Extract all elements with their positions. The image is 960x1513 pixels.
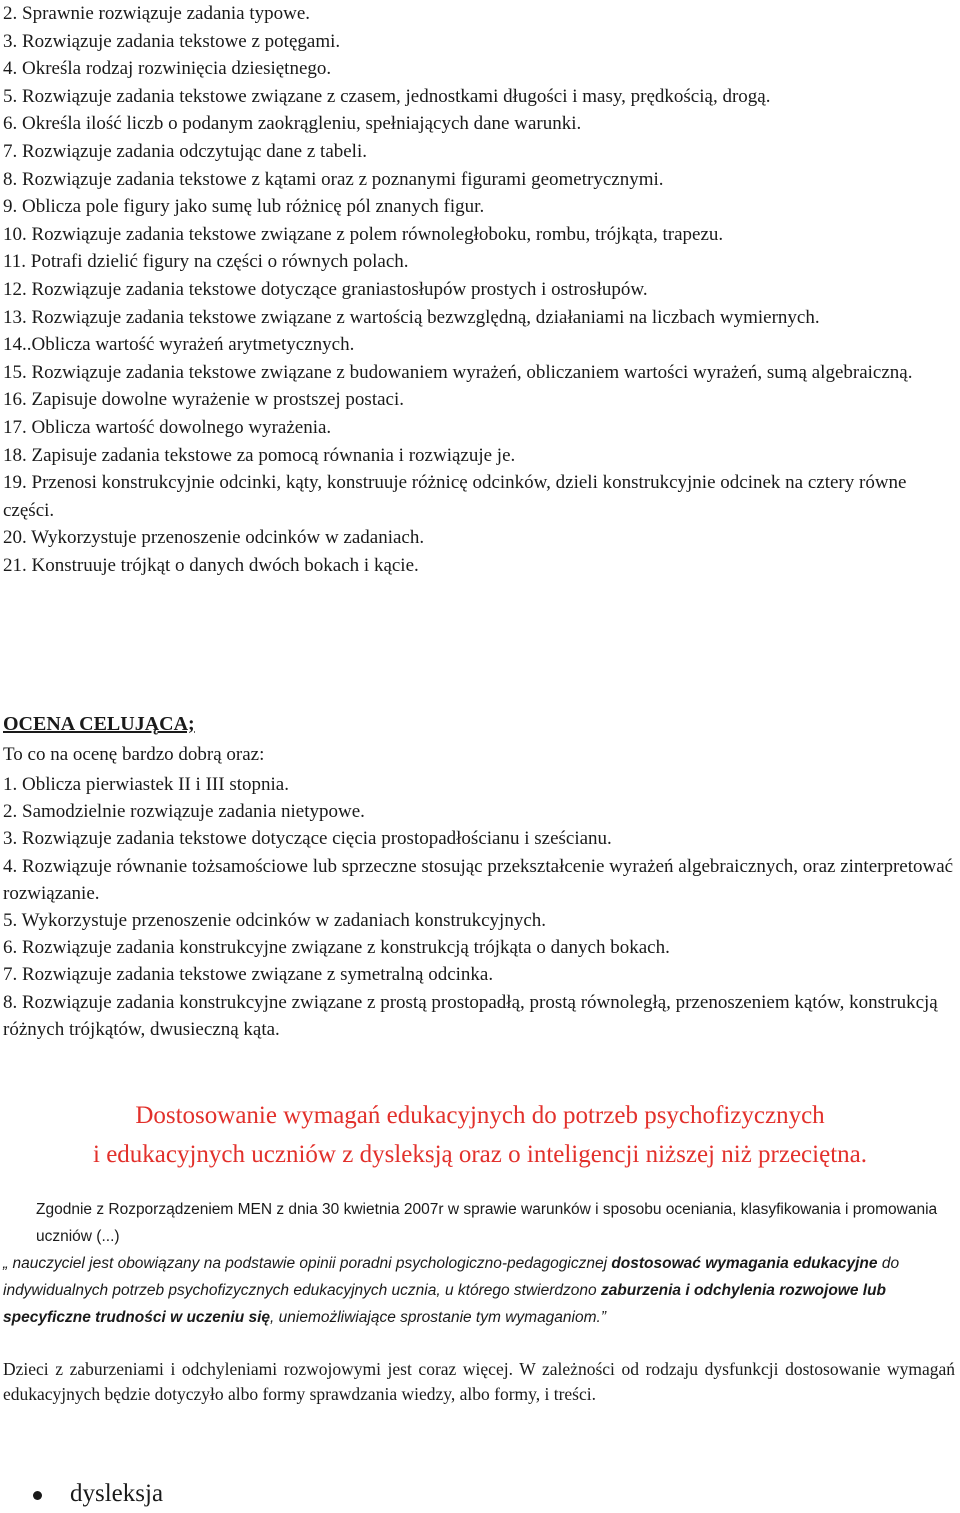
section-title-celujaca: OCENA CELUJĄCA; (3, 713, 195, 735)
list-item: 11. Potrafi dzielić figury na części o równych polach. (3, 251, 409, 273)
heading-line-2: i edukacyjnych uczniów z dysleksją oraz o inteligencji niższej niż przeciętna. (93, 1141, 867, 1168)
list-item: 4. Określa rodzaj rozwinięcia dziesiętnego. (3, 58, 332, 80)
regulation-quote-2: do indywidualnych potrzeb psychofizycznych edukacyjnych ucznia, u którego stwierdzono (3, 1255, 900, 1299)
list-item: 14..Oblicza wartość wyrażeń arytmetycznych. (3, 334, 355, 356)
list-item: 4. Rozwiązuje równanie tożsamościowe lub sprzeczne stosując przekształcenie wyrażeń algebraicznych, oraz zinterpretować rozwiązanie. (3, 855, 954, 904)
list-item: 7. Rozwiązuje zadania odczytując dane z tabeli. (3, 140, 367, 162)
list-item: 21. Konstruuje trójkąt o danych dwóch bokach i kącie. (3, 554, 419, 576)
list-item: 8. Rozwiązuje zadania konstrukcyjne związane z prostą prostopadłą, prostą równoległą, przenoszeniem kątów, konstrukcją różnych trójkątów, dwusieczną kąta. (3, 991, 938, 1040)
bullet-list-item (0, 1480, 960, 1510)
list-item: 1. Oblicza pierwiastek II i III stopnia. (3, 774, 289, 795)
list-item: 3. Rozwiązuje zadania tekstowe z potęgami. (3, 30, 341, 52)
list-item: 13. Rozwiązuje zadania tekstowe związane z wartością bezwzględną, działaniami na liczbach wymiernych. (3, 306, 820, 328)
list-item: 5. Wykorzystuje przenoszenie odcinków w zadaniach konstrukcyjnych. (3, 910, 547, 932)
list-item: 2. Samodzielnie rozwiązuje zadania nietypowe. (3, 801, 365, 823)
list-item: 17. Oblicza wartość dowolnego wyrażenia. (3, 416, 332, 438)
regulation-emphasis-2: zaburzenia i odchylenia rozwojowe lub specyficzne trudności w uczeniu się (3, 1282, 887, 1326)
list-item: 8. Rozwiązuje zadania tekstowe z kątami oraz z poznanymi figurami geometrycznymi. (3, 168, 664, 190)
list-item: 5. Rozwiązuje zadania tekstowe związane z czasem, jednostkami długości i masy, prędkością, drogą. (3, 85, 771, 107)
list-item: 9. Oblicza pole figury jako sumę lub różnicę pól znanych figur. (3, 196, 485, 218)
requirements-list (3, 0, 958, 579)
list-item: 6. Określa ilość liczb o podanym zaokrągleniu, spełniających dane warunki. (3, 113, 582, 135)
regulation-paragraph (3, 1196, 958, 1331)
list-item: 6. Rozwiązuje zadania konstrukcyjne związane z konstrukcją trójkąta o danych bokach. (3, 937, 670, 959)
list-item: 7. Rozwiązuje zadania tekstowe związane z symetralną odcinka. (3, 964, 494, 986)
heading-line-1: Dostosowanie wymagań edukacyjnych do potrzeb psychofizycznych (135, 1102, 825, 1129)
section-subtitle: To co na ocenę bardzo dobrą oraz: (3, 744, 265, 765)
list-item: 16. Zapisuje dowolne wyrażenie w prostszej postaci. (3, 389, 404, 411)
regulation-quote-1: „ nauczyciel jest obowiązany na podstawie opinii poradni psychologiczno-pedagogicznej (3, 1255, 612, 1272)
bullet-icon (33, 1491, 42, 1500)
list-item: 10. Rozwiązuje zadania tekstowe związane z polem równoległoboku, rombu, trójkąta, trapezu. (3, 223, 724, 245)
list-item: 18. Zapisuje zadania tekstowe za pomocą równania i rozwiązuje je. (3, 444, 516, 466)
list-item: 3. Rozwiązuje zadania tekstowe dotyczące cięcia prostopadłościanu i sześcianu. (3, 828, 612, 850)
bullet-text: dysleksja (70, 1480, 164, 1507)
list-item: 2. Sprawnie rozwiązuje zadania typowe. (3, 3, 311, 24)
regulation-quote-3: , uniemożliwiające sprostanie tym wymaganiom.” (270, 1309, 606, 1326)
list-item: 12. Rozwiązuje zadania tekstowe dotyczące graniastosłupów prostych i ostrosłupów. (3, 278, 648, 300)
list-item: 15. Rozwiązuje zadania tekstowe związane z budowaniem wyrażeń, obliczaniem wartości wyrażeń, sumą algebraiczną. (3, 361, 913, 383)
list-item: 19. Przenosi konstrukcyjnie odcinki, kąty, konstruuje różnicę odcinków, dzieli konstrukcyjnie odcinek na cztery równe części. (3, 472, 907, 521)
list-item: 20. Wykorzystuje przenoszenie odcinków w zadaniach. (3, 527, 425, 549)
celujaca-list (3, 771, 958, 1043)
regulation-emphasis-1: dostosować wymagania edukacyjne (611, 1255, 878, 1272)
regulation-intro: Zgodnie z Rozporządzeniem MEN z dnia 30 kwietnia 2007r w sprawie warunków i sposobu oceniania, klasyfikowania i promowania uczniów (...) (36, 1201, 938, 1245)
body-paragraph: Dzieci z zaburzeniami i odchyleniami rozwojowymi jest coraz więcej. W zależności od rodzaju dysfunkcji dostosowanie wymagań edukacyjnych będzie dotyczyło albo formy sprawdzania wiedzy, albo formy, i treści. (3, 1359, 955, 1404)
